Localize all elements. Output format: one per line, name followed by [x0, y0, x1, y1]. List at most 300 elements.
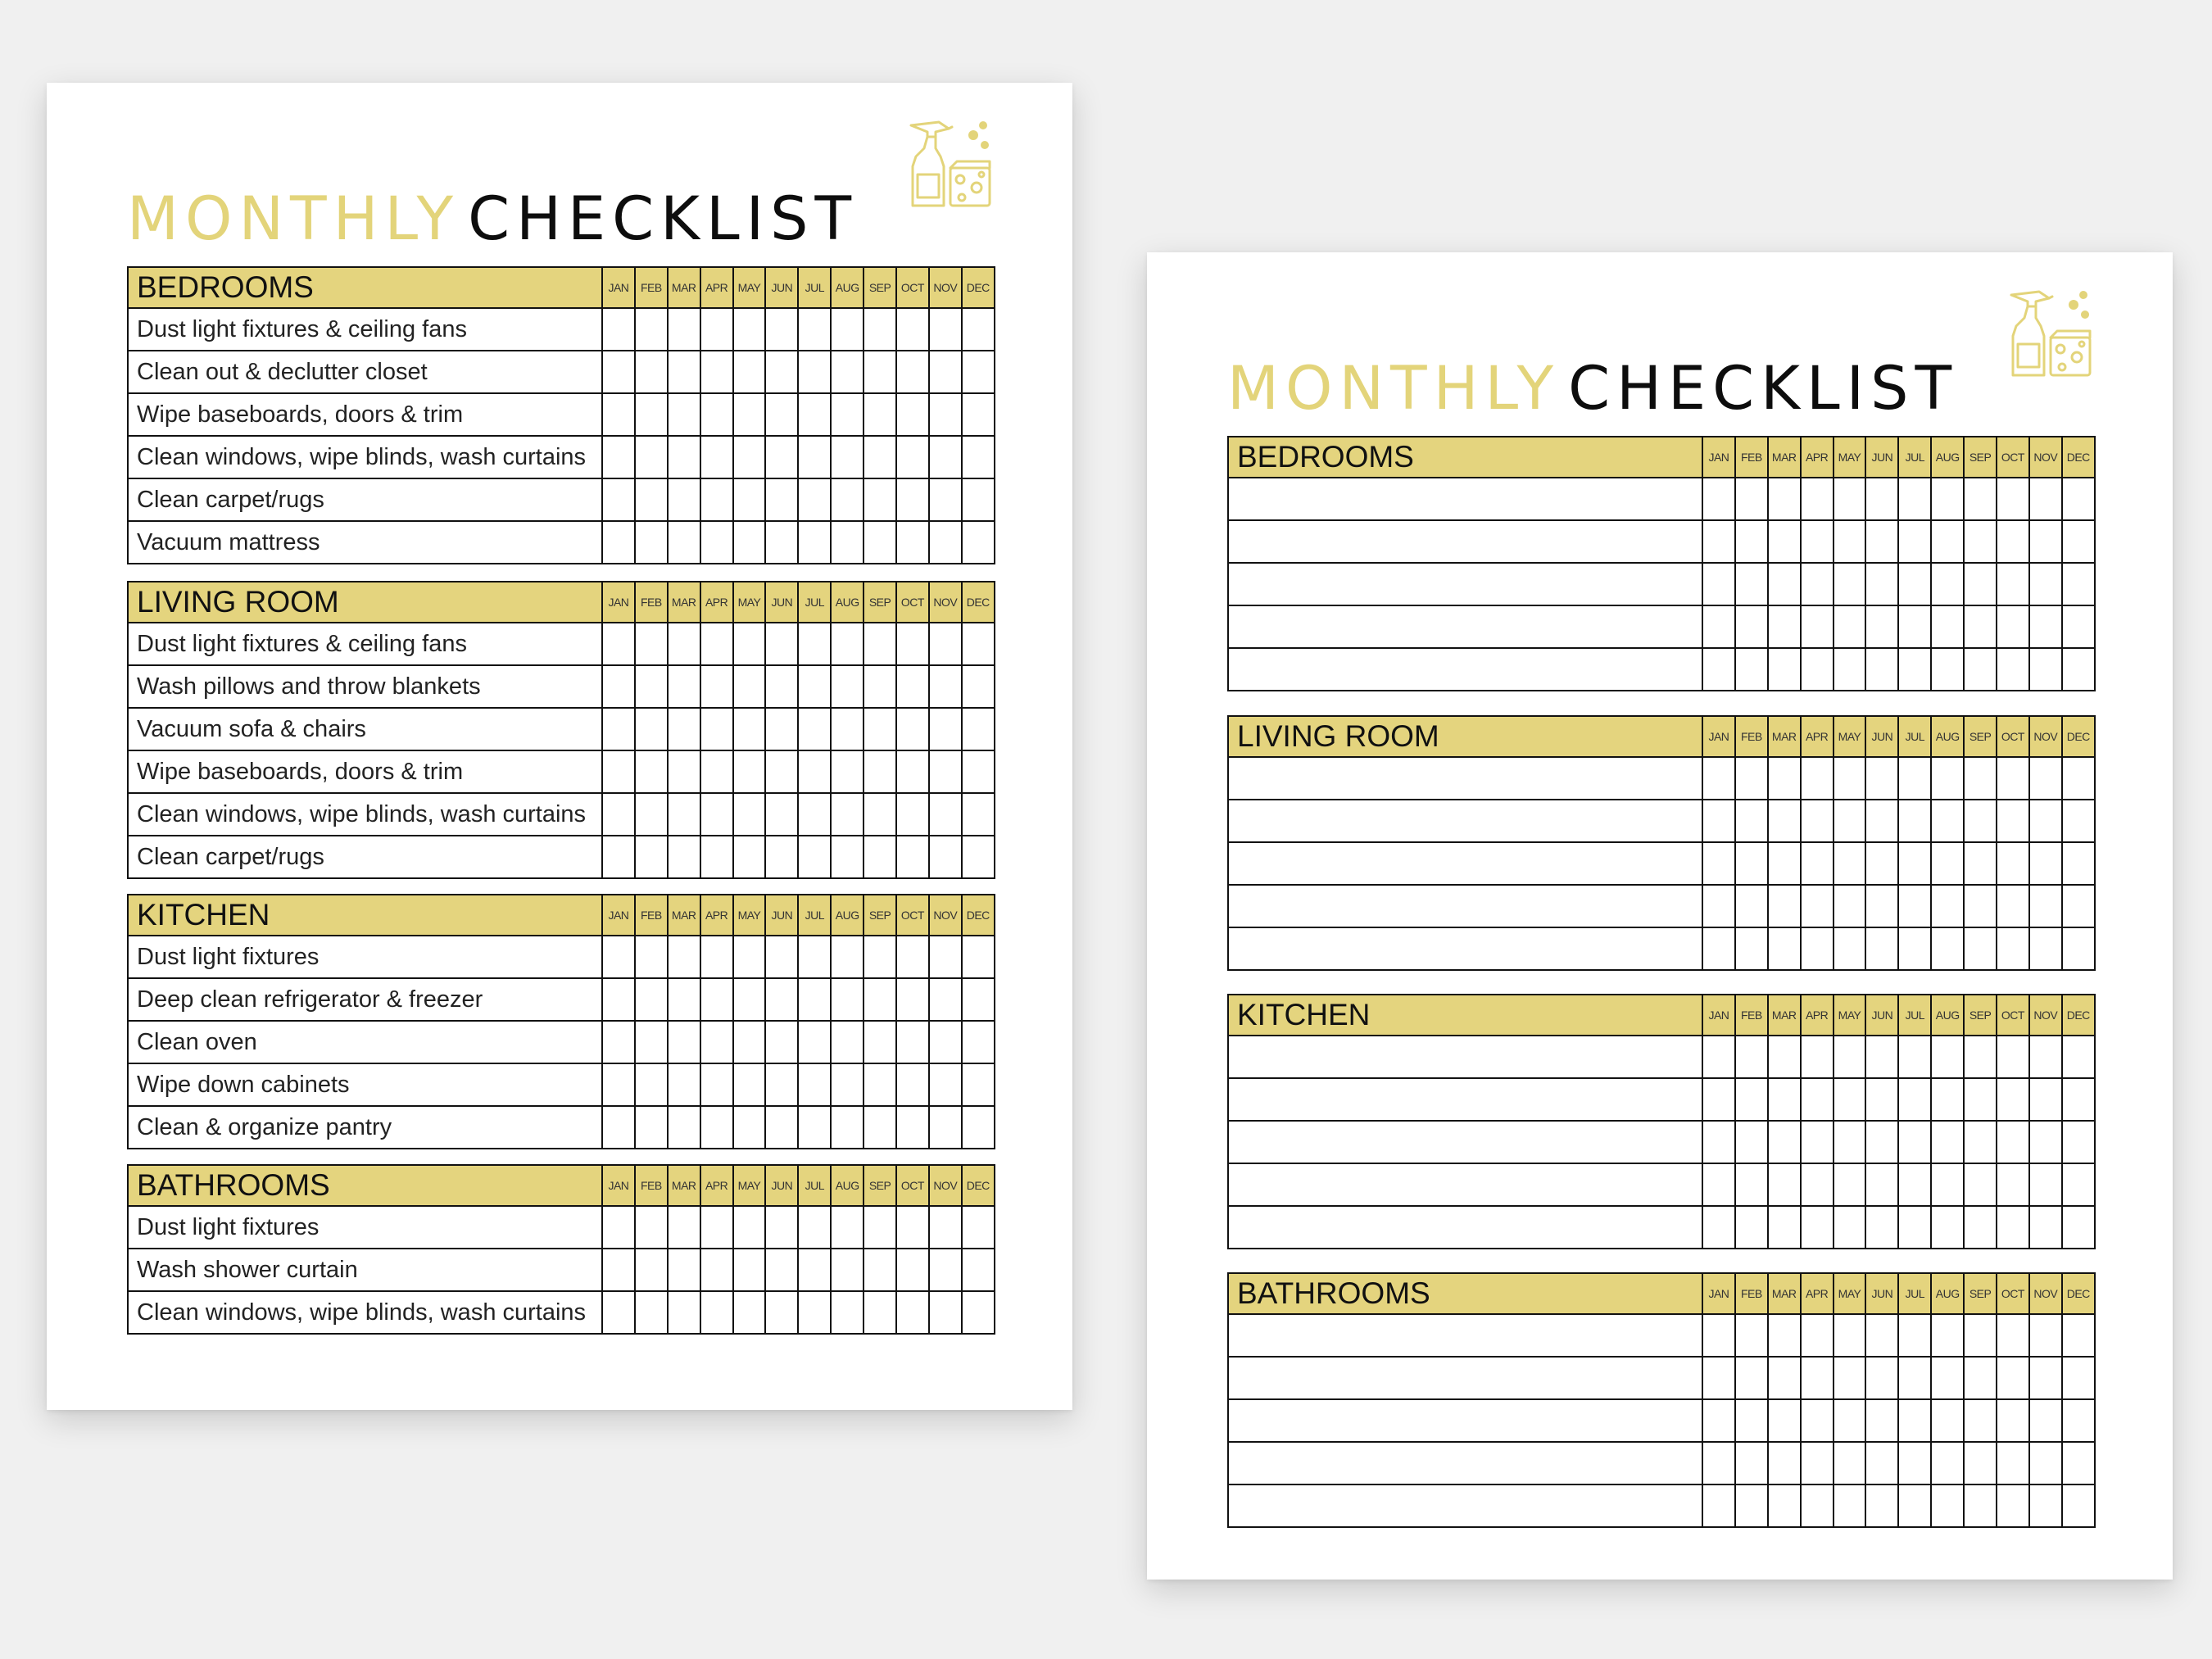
checkbox-cell-aug[interactable]	[831, 623, 863, 665]
checkbox-cell-oct[interactable]	[1997, 1206, 2029, 1249]
checkbox-cell-jul[interactable]	[1898, 648, 1931, 691]
checkbox-cell-sep[interactable]	[1964, 1314, 1997, 1357]
checkbox-cell-sep[interactable]	[863, 936, 896, 978]
checkbox-cell-oct[interactable]	[1997, 757, 2029, 800]
checkbox-cell-sep[interactable]	[1964, 1206, 1997, 1249]
task-label[interactable]	[1228, 885, 1702, 927]
checkbox-cell-aug[interactable]	[831, 521, 863, 564]
checkbox-cell-nov[interactable]	[929, 521, 962, 564]
checkbox-cell-dec[interactable]	[2062, 757, 2095, 800]
checkbox-cell-jan[interactable]	[602, 393, 635, 436]
checkbox-cell-dec[interactable]	[962, 1206, 995, 1249]
checkbox-cell-jan[interactable]	[602, 793, 635, 836]
checkbox-cell-jun[interactable]	[1865, 885, 1898, 927]
checkbox-cell-sep[interactable]	[1964, 927, 1997, 970]
checkbox-cell-oct[interactable]	[896, 393, 929, 436]
checkbox-cell-may[interactable]	[733, 793, 766, 836]
checkbox-cell-jan[interactable]	[1702, 1036, 1735, 1078]
checkbox-cell-dec[interactable]	[962, 351, 995, 393]
checkbox-cell-nov[interactable]	[2029, 1357, 2062, 1399]
task-label[interactable]	[1228, 1206, 1702, 1249]
task-label[interactable]	[1228, 1442, 1702, 1484]
checkbox-cell-jul[interactable]	[1898, 1078, 1931, 1121]
checkbox-cell-dec[interactable]	[962, 793, 995, 836]
checkbox-cell-jan[interactable]	[1702, 927, 1735, 970]
checkbox-cell-nov[interactable]	[2029, 757, 2062, 800]
checkbox-cell-jun[interactable]	[765, 836, 798, 878]
checkbox-cell-jul[interactable]	[1898, 1036, 1931, 1078]
checkbox-cell-may[interactable]	[733, 351, 766, 393]
checkbox-cell-jun[interactable]	[765, 623, 798, 665]
checkbox-cell-jul[interactable]	[1898, 520, 1931, 563]
checkbox-cell-apr[interactable]	[1801, 605, 1834, 648]
checkbox-cell-jul[interactable]	[1898, 842, 1931, 885]
checkbox-cell-nov[interactable]	[2029, 563, 2062, 605]
checkbox-cell-jun[interactable]	[1865, 1357, 1898, 1399]
task-label[interactable]	[1228, 1078, 1702, 1121]
checkbox-cell-nov[interactable]	[929, 436, 962, 478]
checkbox-cell-jan[interactable]	[1702, 1206, 1735, 1249]
task-label[interactable]	[1228, 1036, 1702, 1078]
checkbox-cell-apr[interactable]	[1801, 1206, 1834, 1249]
checkbox-cell-nov[interactable]	[929, 1291, 962, 1334]
checkbox-cell-mar[interactable]	[668, 623, 700, 665]
checkbox-cell-jan[interactable]	[1702, 1484, 1735, 1527]
checkbox-cell-jan[interactable]	[1702, 648, 1735, 691]
checkbox-cell-oct[interactable]	[1997, 605, 2029, 648]
checkbox-cell-jan[interactable]	[602, 665, 635, 708]
checkbox-cell-oct[interactable]	[896, 836, 929, 878]
checkbox-cell-apr[interactable]	[700, 308, 733, 351]
checkbox-cell-aug[interactable]	[1931, 757, 1964, 800]
checkbox-cell-jun[interactable]	[1865, 1036, 1898, 1078]
checkbox-cell-dec[interactable]	[2062, 1206, 2095, 1249]
checkbox-cell-apr[interactable]	[1801, 1357, 1834, 1399]
checkbox-cell-jun[interactable]	[1865, 927, 1898, 970]
checkbox-cell-apr[interactable]	[700, 750, 733, 793]
checkbox-cell-feb[interactable]	[635, 1206, 668, 1249]
checkbox-cell-jun[interactable]	[765, 1291, 798, 1334]
checkbox-cell-aug[interactable]	[1931, 1078, 1964, 1121]
checkbox-cell-mar[interactable]	[1768, 648, 1801, 691]
checkbox-cell-aug[interactable]	[1931, 842, 1964, 885]
checkbox-cell-may[interactable]	[1834, 885, 1866, 927]
checkbox-cell-feb[interactable]	[635, 623, 668, 665]
checkbox-cell-jun[interactable]	[765, 978, 798, 1021]
checkbox-cell-nov[interactable]	[2029, 1399, 2062, 1442]
checkbox-cell-oct[interactable]	[1997, 800, 2029, 842]
checkbox-cell-feb[interactable]	[1735, 520, 1768, 563]
checkbox-cell-jul[interactable]	[798, 521, 831, 564]
checkbox-cell-sep[interactable]	[1964, 885, 1997, 927]
checkbox-cell-mar[interactable]	[668, 1291, 700, 1334]
checkbox-cell-mar[interactable]	[668, 393, 700, 436]
checkbox-cell-may[interactable]	[733, 308, 766, 351]
checkbox-cell-may[interactable]	[733, 521, 766, 564]
checkbox-cell-jun[interactable]	[1865, 1163, 1898, 1206]
checkbox-cell-aug[interactable]	[1931, 648, 1964, 691]
checkbox-cell-sep[interactable]	[1964, 520, 1997, 563]
checkbox-cell-jul[interactable]	[798, 351, 831, 393]
checkbox-cell-may[interactable]	[1834, 1399, 1866, 1442]
checkbox-cell-sep[interactable]	[863, 978, 896, 1021]
checkbox-cell-mar[interactable]	[668, 521, 700, 564]
checkbox-cell-nov[interactable]	[929, 665, 962, 708]
task-label[interactable]	[1228, 757, 1702, 800]
checkbox-cell-jul[interactable]	[798, 478, 831, 521]
checkbox-cell-apr[interactable]	[1801, 800, 1834, 842]
checkbox-cell-jul[interactable]	[798, 708, 831, 750]
checkbox-cell-feb[interactable]	[1735, 478, 1768, 520]
checkbox-cell-may[interactable]	[733, 1291, 766, 1334]
checkbox-cell-mar[interactable]	[668, 436, 700, 478]
checkbox-cell-apr[interactable]	[1801, 1484, 1834, 1527]
checkbox-cell-apr[interactable]	[1801, 1399, 1834, 1442]
checkbox-cell-nov[interactable]	[929, 1063, 962, 1106]
checkbox-cell-jan[interactable]	[602, 708, 635, 750]
checkbox-cell-jan[interactable]	[602, 623, 635, 665]
checkbox-cell-oct[interactable]	[896, 936, 929, 978]
checkbox-cell-jun[interactable]	[1865, 563, 1898, 605]
checkbox-cell-jan[interactable]	[1702, 605, 1735, 648]
checkbox-cell-nov[interactable]	[2029, 1442, 2062, 1484]
checkbox-cell-aug[interactable]	[1931, 1206, 1964, 1249]
checkbox-cell-jul[interactable]	[798, 1063, 831, 1106]
checkbox-cell-jan[interactable]	[1702, 842, 1735, 885]
checkbox-cell-nov[interactable]	[929, 1249, 962, 1291]
checkbox-cell-feb[interactable]	[635, 708, 668, 750]
checkbox-cell-jul[interactable]	[1898, 800, 1931, 842]
checkbox-cell-nov[interactable]	[2029, 1163, 2062, 1206]
checkbox-cell-jul[interactable]	[1898, 757, 1931, 800]
checkbox-cell-apr[interactable]	[700, 793, 733, 836]
checkbox-cell-dec[interactable]	[2062, 1357, 2095, 1399]
checkbox-cell-feb[interactable]	[635, 936, 668, 978]
checkbox-cell-jul[interactable]	[798, 750, 831, 793]
checkbox-cell-oct[interactable]	[1997, 1078, 2029, 1121]
checkbox-cell-may[interactable]	[1834, 563, 1866, 605]
checkbox-cell-mar[interactable]	[1768, 927, 1801, 970]
checkbox-cell-mar[interactable]	[1768, 1357, 1801, 1399]
checkbox-cell-sep[interactable]	[863, 1249, 896, 1291]
checkbox-cell-sep[interactable]	[1964, 800, 1997, 842]
checkbox-cell-dec[interactable]	[962, 1291, 995, 1334]
checkbox-cell-apr[interactable]	[1801, 1078, 1834, 1121]
checkbox-cell-jun[interactable]	[765, 750, 798, 793]
checkbox-cell-dec[interactable]	[2062, 1121, 2095, 1163]
checkbox-cell-jun[interactable]	[1865, 1484, 1898, 1527]
checkbox-cell-dec[interactable]	[2062, 648, 2095, 691]
checkbox-cell-aug[interactable]	[1931, 927, 1964, 970]
checkbox-cell-dec[interactable]	[2062, 1399, 2095, 1442]
checkbox-cell-may[interactable]	[1834, 1206, 1866, 1249]
checkbox-cell-sep[interactable]	[1964, 757, 1997, 800]
task-label[interactable]	[1228, 927, 1702, 970]
checkbox-cell-apr[interactable]	[700, 351, 733, 393]
checkbox-cell-apr[interactable]	[700, 436, 733, 478]
task-label[interactable]	[1228, 605, 1702, 648]
checkbox-cell-nov[interactable]	[2029, 1121, 2062, 1163]
checkbox-cell-mar[interactable]	[1768, 1314, 1801, 1357]
checkbox-cell-nov[interactable]	[929, 351, 962, 393]
checkbox-cell-jul[interactable]	[1898, 1206, 1931, 1249]
checkbox-cell-jun[interactable]	[765, 793, 798, 836]
checkbox-cell-aug[interactable]	[1931, 1121, 1964, 1163]
checkbox-cell-feb[interactable]	[1735, 1442, 1768, 1484]
checkbox-cell-jan[interactable]	[602, 1291, 635, 1334]
checkbox-cell-dec[interactable]	[962, 1106, 995, 1149]
checkbox-cell-mar[interactable]	[1768, 1036, 1801, 1078]
checkbox-cell-feb[interactable]	[1735, 563, 1768, 605]
task-label[interactable]	[1228, 1357, 1702, 1399]
checkbox-cell-dec[interactable]	[2062, 1078, 2095, 1121]
checkbox-cell-sep[interactable]	[1964, 1484, 1997, 1527]
checkbox-cell-aug[interactable]	[1931, 1484, 1964, 1527]
checkbox-cell-may[interactable]	[1834, 1314, 1866, 1357]
checkbox-cell-dec[interactable]	[2062, 1036, 2095, 1078]
checkbox-cell-apr[interactable]	[1801, 1442, 1834, 1484]
checkbox-cell-aug[interactable]	[1931, 563, 1964, 605]
checkbox-cell-jun[interactable]	[1865, 1314, 1898, 1357]
checkbox-cell-apr[interactable]	[700, 836, 733, 878]
checkbox-cell-jan[interactable]	[1702, 885, 1735, 927]
checkbox-cell-sep[interactable]	[1964, 478, 1997, 520]
checkbox-cell-feb[interactable]	[635, 1063, 668, 1106]
checkbox-cell-jul[interactable]	[798, 1291, 831, 1334]
checkbox-cell-sep[interactable]	[863, 351, 896, 393]
checkbox-cell-feb[interactable]	[1735, 1163, 1768, 1206]
checkbox-cell-jun[interactable]	[1865, 1078, 1898, 1121]
checkbox-cell-apr[interactable]	[1801, 478, 1834, 520]
checkbox-cell-dec[interactable]	[962, 936, 995, 978]
checkbox-cell-aug[interactable]	[1931, 1442, 1964, 1484]
task-label[interactable]	[1228, 478, 1702, 520]
checkbox-cell-jul[interactable]	[798, 1206, 831, 1249]
checkbox-cell-aug[interactable]	[831, 1206, 863, 1249]
checkbox-cell-may[interactable]	[733, 436, 766, 478]
checkbox-cell-may[interactable]	[733, 393, 766, 436]
checkbox-cell-nov[interactable]	[929, 936, 962, 978]
checkbox-cell-oct[interactable]	[896, 1206, 929, 1249]
checkbox-cell-jun[interactable]	[765, 478, 798, 521]
checkbox-cell-may[interactable]	[1834, 1357, 1866, 1399]
checkbox-cell-jul[interactable]	[798, 665, 831, 708]
checkbox-cell-dec[interactable]	[962, 1249, 995, 1291]
checkbox-cell-jul[interactable]	[1898, 1442, 1931, 1484]
checkbox-cell-apr[interactable]	[700, 978, 733, 1021]
checkbox-cell-apr[interactable]	[700, 623, 733, 665]
checkbox-cell-jul[interactable]	[798, 1249, 831, 1291]
checkbox-cell-apr[interactable]	[1801, 1163, 1834, 1206]
checkbox-cell-nov[interactable]	[2029, 1206, 2062, 1249]
checkbox-cell-oct[interactable]	[896, 351, 929, 393]
checkbox-cell-dec[interactable]	[962, 978, 995, 1021]
checkbox-cell-oct[interactable]	[896, 1291, 929, 1334]
checkbox-cell-mar[interactable]	[1768, 885, 1801, 927]
checkbox-cell-dec[interactable]	[962, 1021, 995, 1063]
checkbox-cell-aug[interactable]	[831, 393, 863, 436]
checkbox-cell-dec[interactable]	[2062, 800, 2095, 842]
checkbox-cell-oct[interactable]	[896, 1063, 929, 1106]
checkbox-cell-jan[interactable]	[602, 978, 635, 1021]
checkbox-cell-mar[interactable]	[668, 1106, 700, 1149]
checkbox-cell-dec[interactable]	[2062, 1314, 2095, 1357]
checkbox-cell-feb[interactable]	[635, 1291, 668, 1334]
checkbox-cell-jun[interactable]	[1865, 478, 1898, 520]
checkbox-cell-feb[interactable]	[1735, 1078, 1768, 1121]
checkbox-cell-feb[interactable]	[635, 478, 668, 521]
checkbox-cell-apr[interactable]	[1801, 648, 1834, 691]
checkbox-cell-aug[interactable]	[831, 665, 863, 708]
checkbox-cell-jul[interactable]	[798, 308, 831, 351]
task-label[interactable]	[1228, 800, 1702, 842]
checkbox-cell-jan[interactable]	[1702, 520, 1735, 563]
checkbox-cell-jul[interactable]	[1898, 1484, 1931, 1527]
checkbox-cell-may[interactable]	[1834, 1163, 1866, 1206]
checkbox-cell-feb[interactable]	[635, 351, 668, 393]
task-label[interactable]	[1228, 1163, 1702, 1206]
checkbox-cell-feb[interactable]	[1735, 1036, 1768, 1078]
checkbox-cell-dec[interactable]	[2062, 478, 2095, 520]
checkbox-cell-jul[interactable]	[1898, 605, 1931, 648]
checkbox-cell-oct[interactable]	[896, 308, 929, 351]
checkbox-cell-nov[interactable]	[2029, 478, 2062, 520]
checkbox-cell-oct[interactable]	[896, 1106, 929, 1149]
checkbox-cell-nov[interactable]	[2029, 1314, 2062, 1357]
checkbox-cell-feb[interactable]	[635, 393, 668, 436]
checkbox-cell-sep[interactable]	[1964, 1163, 1997, 1206]
checkbox-cell-jan[interactable]	[1702, 563, 1735, 605]
checkbox-cell-aug[interactable]	[831, 1291, 863, 1334]
checkbox-cell-may[interactable]	[1834, 605, 1866, 648]
checkbox-cell-sep[interactable]	[863, 665, 896, 708]
checkbox-cell-sep[interactable]	[863, 1291, 896, 1334]
checkbox-cell-nov[interactable]	[929, 1021, 962, 1063]
checkbox-cell-feb[interactable]	[1735, 1357, 1768, 1399]
checkbox-cell-sep[interactable]	[863, 836, 896, 878]
checkbox-cell-sep[interactable]	[1964, 1036, 1997, 1078]
checkbox-cell-oct[interactable]	[896, 978, 929, 1021]
checkbox-cell-dec[interactable]	[2062, 842, 2095, 885]
checkbox-cell-mar[interactable]	[1768, 520, 1801, 563]
checkbox-cell-nov[interactable]	[929, 836, 962, 878]
checkbox-cell-apr[interactable]	[1801, 563, 1834, 605]
checkbox-cell-jan[interactable]	[602, 478, 635, 521]
checkbox-cell-jun[interactable]	[765, 1021, 798, 1063]
checkbox-cell-aug[interactable]	[1931, 1163, 1964, 1206]
checkbox-cell-mar[interactable]	[1768, 605, 1801, 648]
checkbox-cell-jan[interactable]	[602, 521, 635, 564]
checkbox-cell-nov[interactable]	[929, 478, 962, 521]
checkbox-cell-aug[interactable]	[831, 1063, 863, 1106]
checkbox-cell-feb[interactable]	[1735, 842, 1768, 885]
checkbox-cell-jun[interactable]	[765, 1206, 798, 1249]
checkbox-cell-feb[interactable]	[635, 836, 668, 878]
checkbox-cell-feb[interactable]	[1735, 1484, 1768, 1527]
checkbox-cell-feb[interactable]	[1735, 927, 1768, 970]
checkbox-cell-apr[interactable]	[700, 1063, 733, 1106]
checkbox-cell-jul[interactable]	[798, 978, 831, 1021]
checkbox-cell-may[interactable]	[1834, 1442, 1866, 1484]
checkbox-cell-jun[interactable]	[765, 351, 798, 393]
checkbox-cell-may[interactable]	[733, 1106, 766, 1149]
checkbox-cell-jan[interactable]	[602, 1249, 635, 1291]
task-label[interactable]	[1228, 1314, 1702, 1357]
checkbox-cell-feb[interactable]	[635, 793, 668, 836]
checkbox-cell-may[interactable]	[733, 708, 766, 750]
checkbox-cell-jun[interactable]	[765, 665, 798, 708]
checkbox-cell-dec[interactable]	[962, 665, 995, 708]
checkbox-cell-mar[interactable]	[668, 308, 700, 351]
checkbox-cell-oct[interactable]	[896, 793, 929, 836]
checkbox-cell-jul[interactable]	[798, 793, 831, 836]
checkbox-cell-jun[interactable]	[765, 1063, 798, 1106]
checkbox-cell-mar[interactable]	[1768, 478, 1801, 520]
checkbox-cell-jun[interactable]	[765, 308, 798, 351]
checkbox-cell-dec[interactable]	[2062, 885, 2095, 927]
checkbox-cell-jan[interactable]	[1702, 1442, 1735, 1484]
checkbox-cell-aug[interactable]	[1931, 885, 1964, 927]
checkbox-cell-oct[interactable]	[1997, 1314, 2029, 1357]
checkbox-cell-sep[interactable]	[863, 1063, 896, 1106]
checkbox-cell-jul[interactable]	[1898, 1314, 1931, 1357]
checkbox-cell-jan[interactable]	[602, 936, 635, 978]
checkbox-cell-oct[interactable]	[896, 1249, 929, 1291]
checkbox-cell-feb[interactable]	[1735, 605, 1768, 648]
checkbox-cell-mar[interactable]	[1768, 1399, 1801, 1442]
checkbox-cell-jul[interactable]	[798, 1021, 831, 1063]
checkbox-cell-mar[interactable]	[668, 750, 700, 793]
checkbox-cell-sep[interactable]	[863, 750, 896, 793]
checkbox-cell-sep[interactable]	[1964, 1442, 1997, 1484]
checkbox-cell-jul[interactable]	[798, 1106, 831, 1149]
checkbox-cell-mar[interactable]	[1768, 1078, 1801, 1121]
checkbox-cell-sep[interactable]	[1964, 1399, 1997, 1442]
task-label[interactable]	[1228, 563, 1702, 605]
checkbox-cell-jan[interactable]	[602, 1206, 635, 1249]
checkbox-cell-may[interactable]	[733, 1206, 766, 1249]
checkbox-cell-dec[interactable]	[962, 708, 995, 750]
checkbox-cell-aug[interactable]	[831, 308, 863, 351]
checkbox-cell-sep[interactable]	[863, 1206, 896, 1249]
checkbox-cell-apr[interactable]	[1801, 927, 1834, 970]
checkbox-cell-jan[interactable]	[1702, 1357, 1735, 1399]
checkbox-cell-oct[interactable]	[896, 665, 929, 708]
checkbox-cell-nov[interactable]	[2029, 927, 2062, 970]
checkbox-cell-oct[interactable]	[896, 478, 929, 521]
checkbox-cell-mar[interactable]	[1768, 1484, 1801, 1527]
checkbox-cell-aug[interactable]	[1931, 1399, 1964, 1442]
checkbox-cell-dec[interactable]	[962, 478, 995, 521]
checkbox-cell-may[interactable]	[1834, 1036, 1866, 1078]
checkbox-cell-jan[interactable]	[1702, 1399, 1735, 1442]
checkbox-cell-jan[interactable]	[602, 308, 635, 351]
checkbox-cell-dec[interactable]	[962, 836, 995, 878]
checkbox-cell-aug[interactable]	[831, 936, 863, 978]
checkbox-cell-oct[interactable]	[1997, 478, 2029, 520]
checkbox-cell-feb[interactable]	[635, 665, 668, 708]
checkbox-cell-nov[interactable]	[2029, 800, 2062, 842]
checkbox-cell-may[interactable]	[1834, 648, 1866, 691]
checkbox-cell-nov[interactable]	[2029, 842, 2062, 885]
checkbox-cell-aug[interactable]	[831, 978, 863, 1021]
checkbox-cell-dec[interactable]	[962, 393, 995, 436]
checkbox-cell-jun[interactable]	[765, 1249, 798, 1291]
checkbox-cell-sep[interactable]	[863, 308, 896, 351]
checkbox-cell-oct[interactable]	[1997, 1121, 2029, 1163]
checkbox-cell-mar[interactable]	[1768, 1206, 1801, 1249]
checkbox-cell-mar[interactable]	[1768, 563, 1801, 605]
